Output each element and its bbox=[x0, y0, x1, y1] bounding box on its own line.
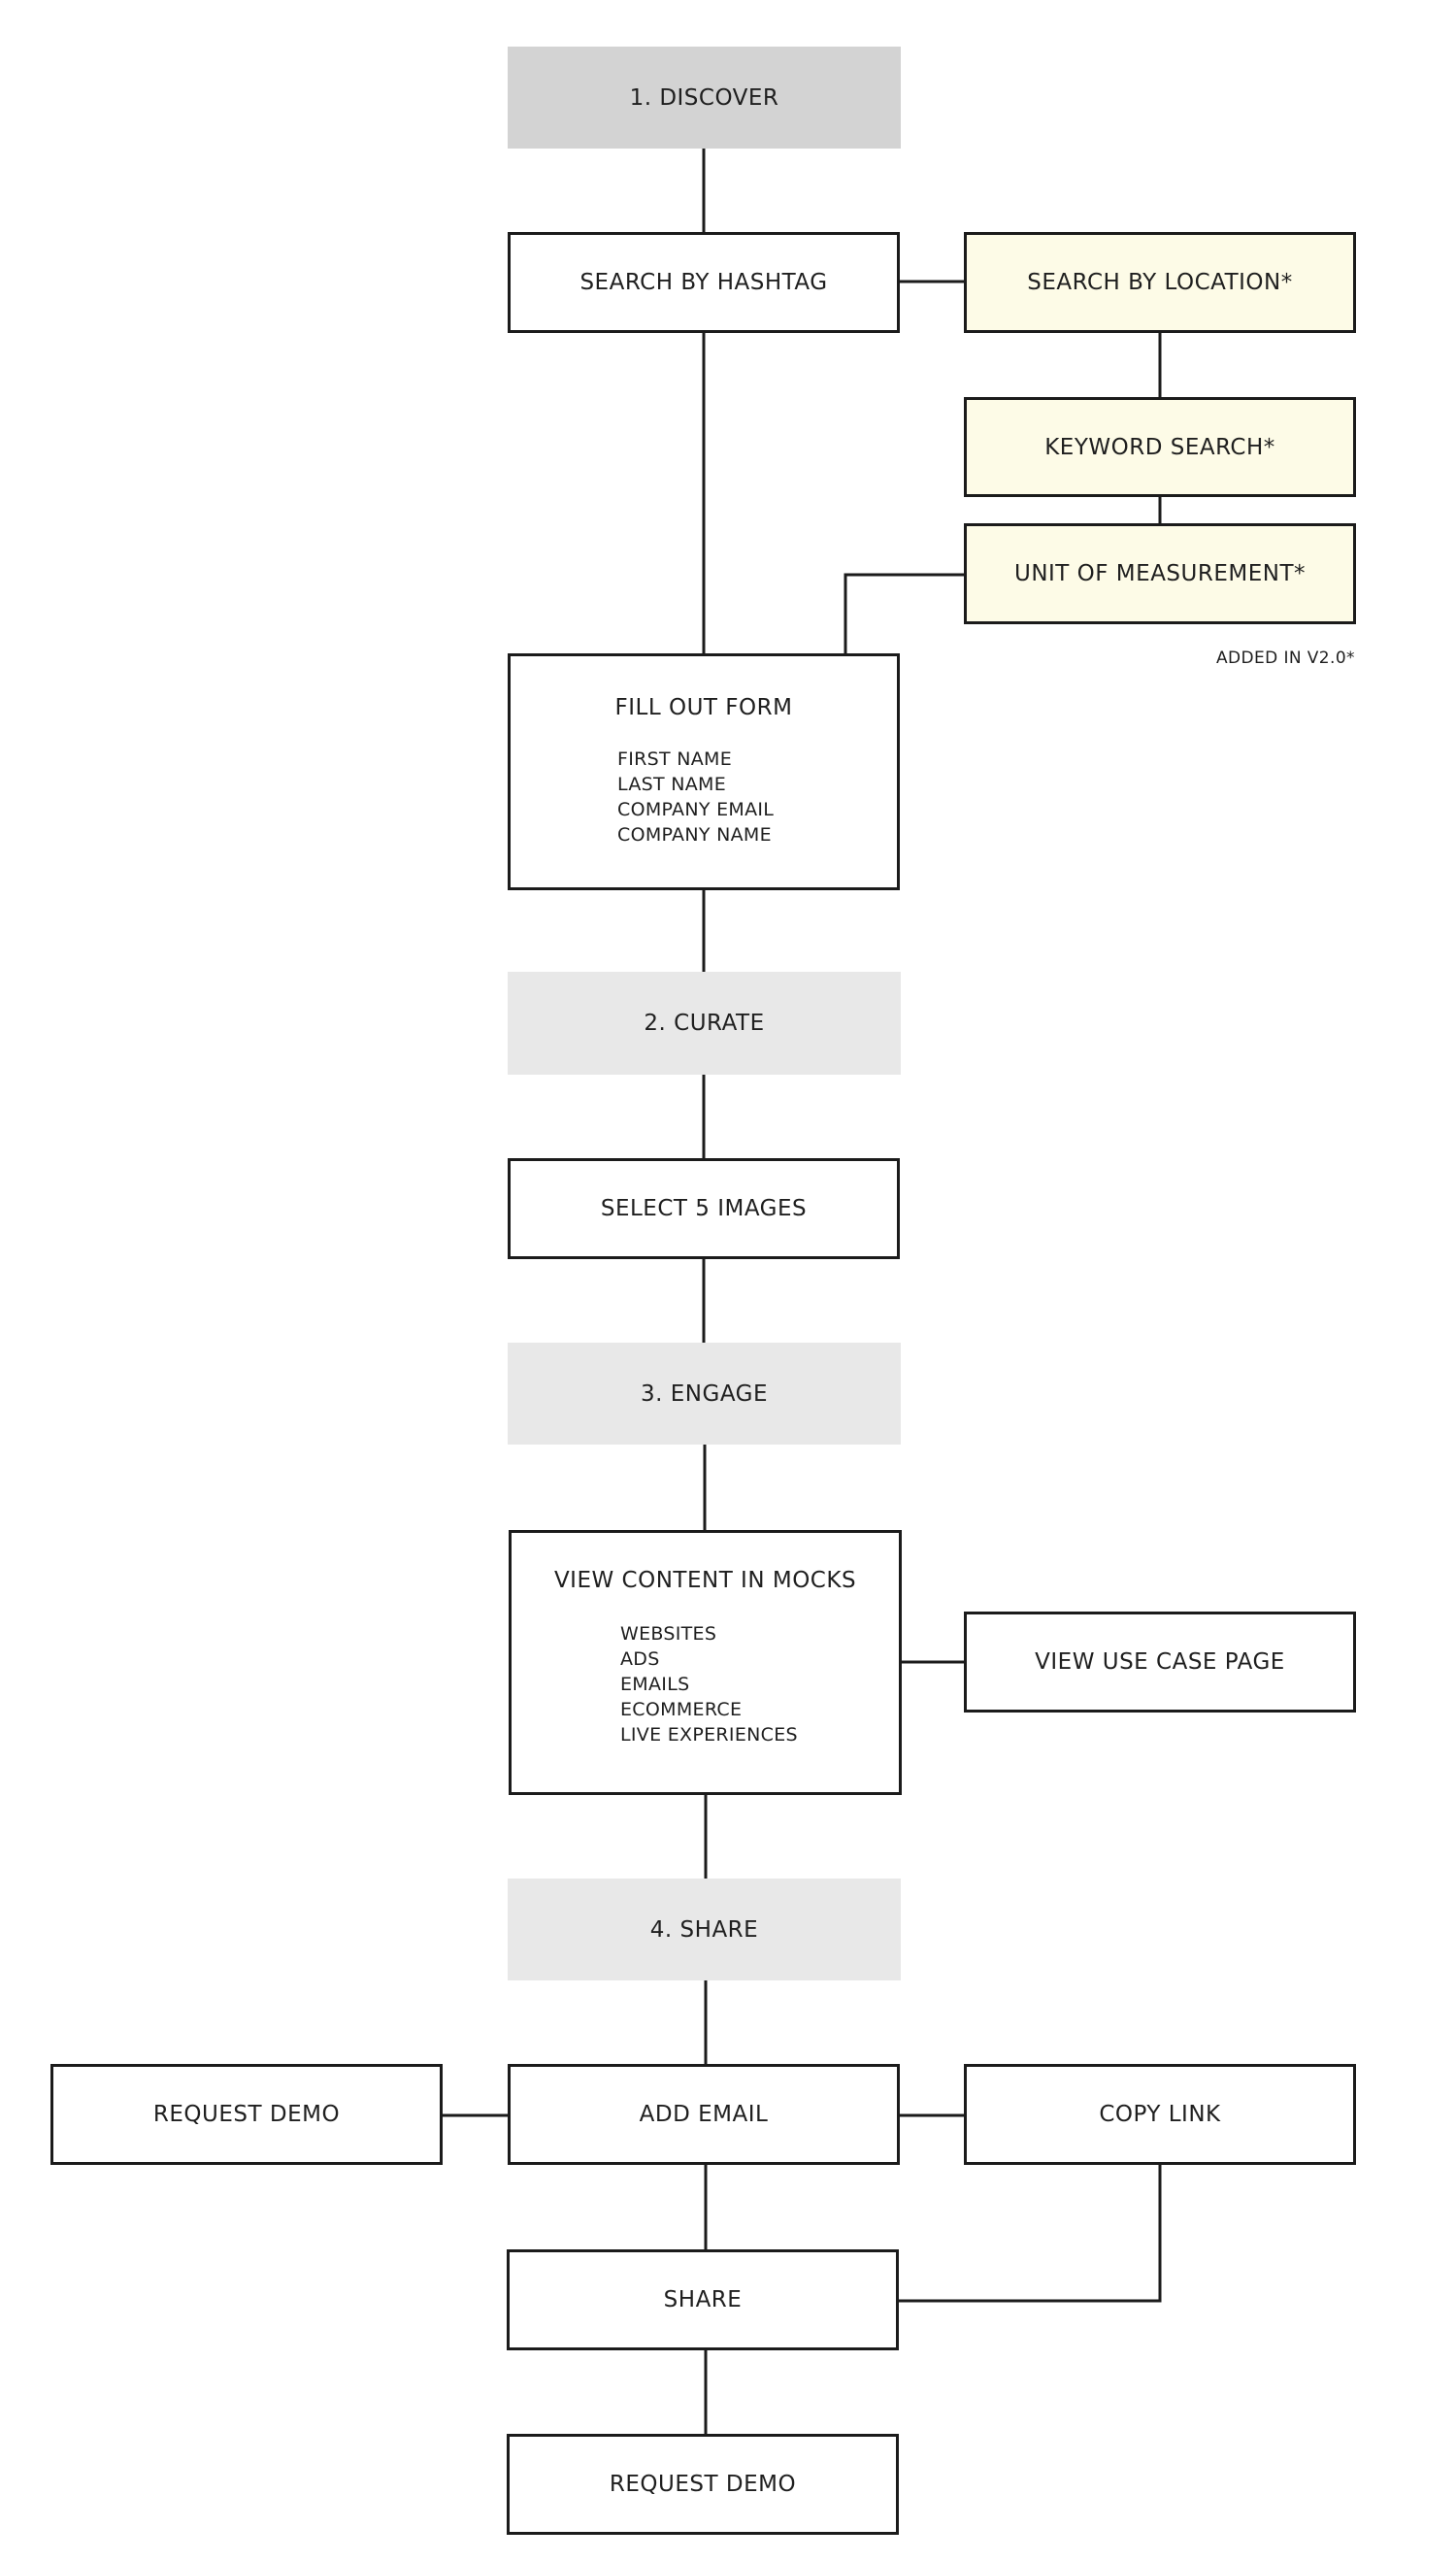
form-field-item: FIRST NAME bbox=[617, 748, 733, 770]
keyword-search-box: KEYWORD SEARCH* bbox=[964, 397, 1356, 497]
form-field-item: COMPANY NAME bbox=[617, 824, 772, 846]
phase-discover: 1. DISCOVER bbox=[508, 47, 901, 149]
fill-out-form-title: FILL OUT FORM bbox=[614, 695, 793, 720]
copy-link-box: COPY LINK bbox=[964, 2064, 1356, 2165]
fill-out-form-box bbox=[508, 653, 900, 890]
mock-channel-item: ADS bbox=[620, 1648, 660, 1670]
search-by-location-box: SEARCH BY LOCATION* bbox=[964, 232, 1356, 333]
form-field-item: LAST NAME bbox=[617, 774, 727, 795]
mock-channel-item: WEBSITES bbox=[620, 1623, 717, 1645]
share-box: SHARE bbox=[507, 2249, 899, 2350]
version-note: ADDED IN V2.0* bbox=[1216, 649, 1355, 668]
unit-of-measurement-box: UNIT OF MEASUREMENT* bbox=[964, 523, 1356, 624]
mock-channel-item: EMAILS bbox=[620, 1674, 690, 1695]
form-fields-list bbox=[617, 747, 897, 848]
search-by-hashtag-box: SEARCH BY HASHTAG bbox=[508, 232, 900, 333]
view-content-in-mocks-box bbox=[509, 1530, 902, 1795]
phase-engage: 3. ENGAGE bbox=[508, 1343, 901, 1445]
request-demo-bottom-box: REQUEST DEMO bbox=[507, 2434, 899, 2535]
phase-share: 4. SHARE bbox=[508, 1879, 901, 1980]
mock-channel-item: LIVE EXPERIENCES bbox=[620, 1724, 798, 1746]
phase-curate: 2. CURATE bbox=[508, 972, 901, 1075]
view-content-title: VIEW CONTENT IN MOCKS bbox=[553, 1568, 857, 1593]
connector-copy-share bbox=[899, 2165, 1160, 2301]
mock-channels-list bbox=[620, 1621, 899, 1747]
select-images-box: SELECT 5 IMAGES bbox=[508, 1158, 900, 1259]
mock-channel-item: ECOMMERCE bbox=[620, 1699, 743, 1720]
form-field-item: COMPANY EMAIL bbox=[617, 799, 775, 820]
add-email-box: ADD EMAIL bbox=[508, 2064, 900, 2165]
view-use-case-page-box: VIEW USE CASE PAGE bbox=[964, 1612, 1356, 1713]
connector-unit-form bbox=[845, 575, 964, 653]
request-demo-left-box: REQUEST DEMO bbox=[50, 2064, 443, 2165]
